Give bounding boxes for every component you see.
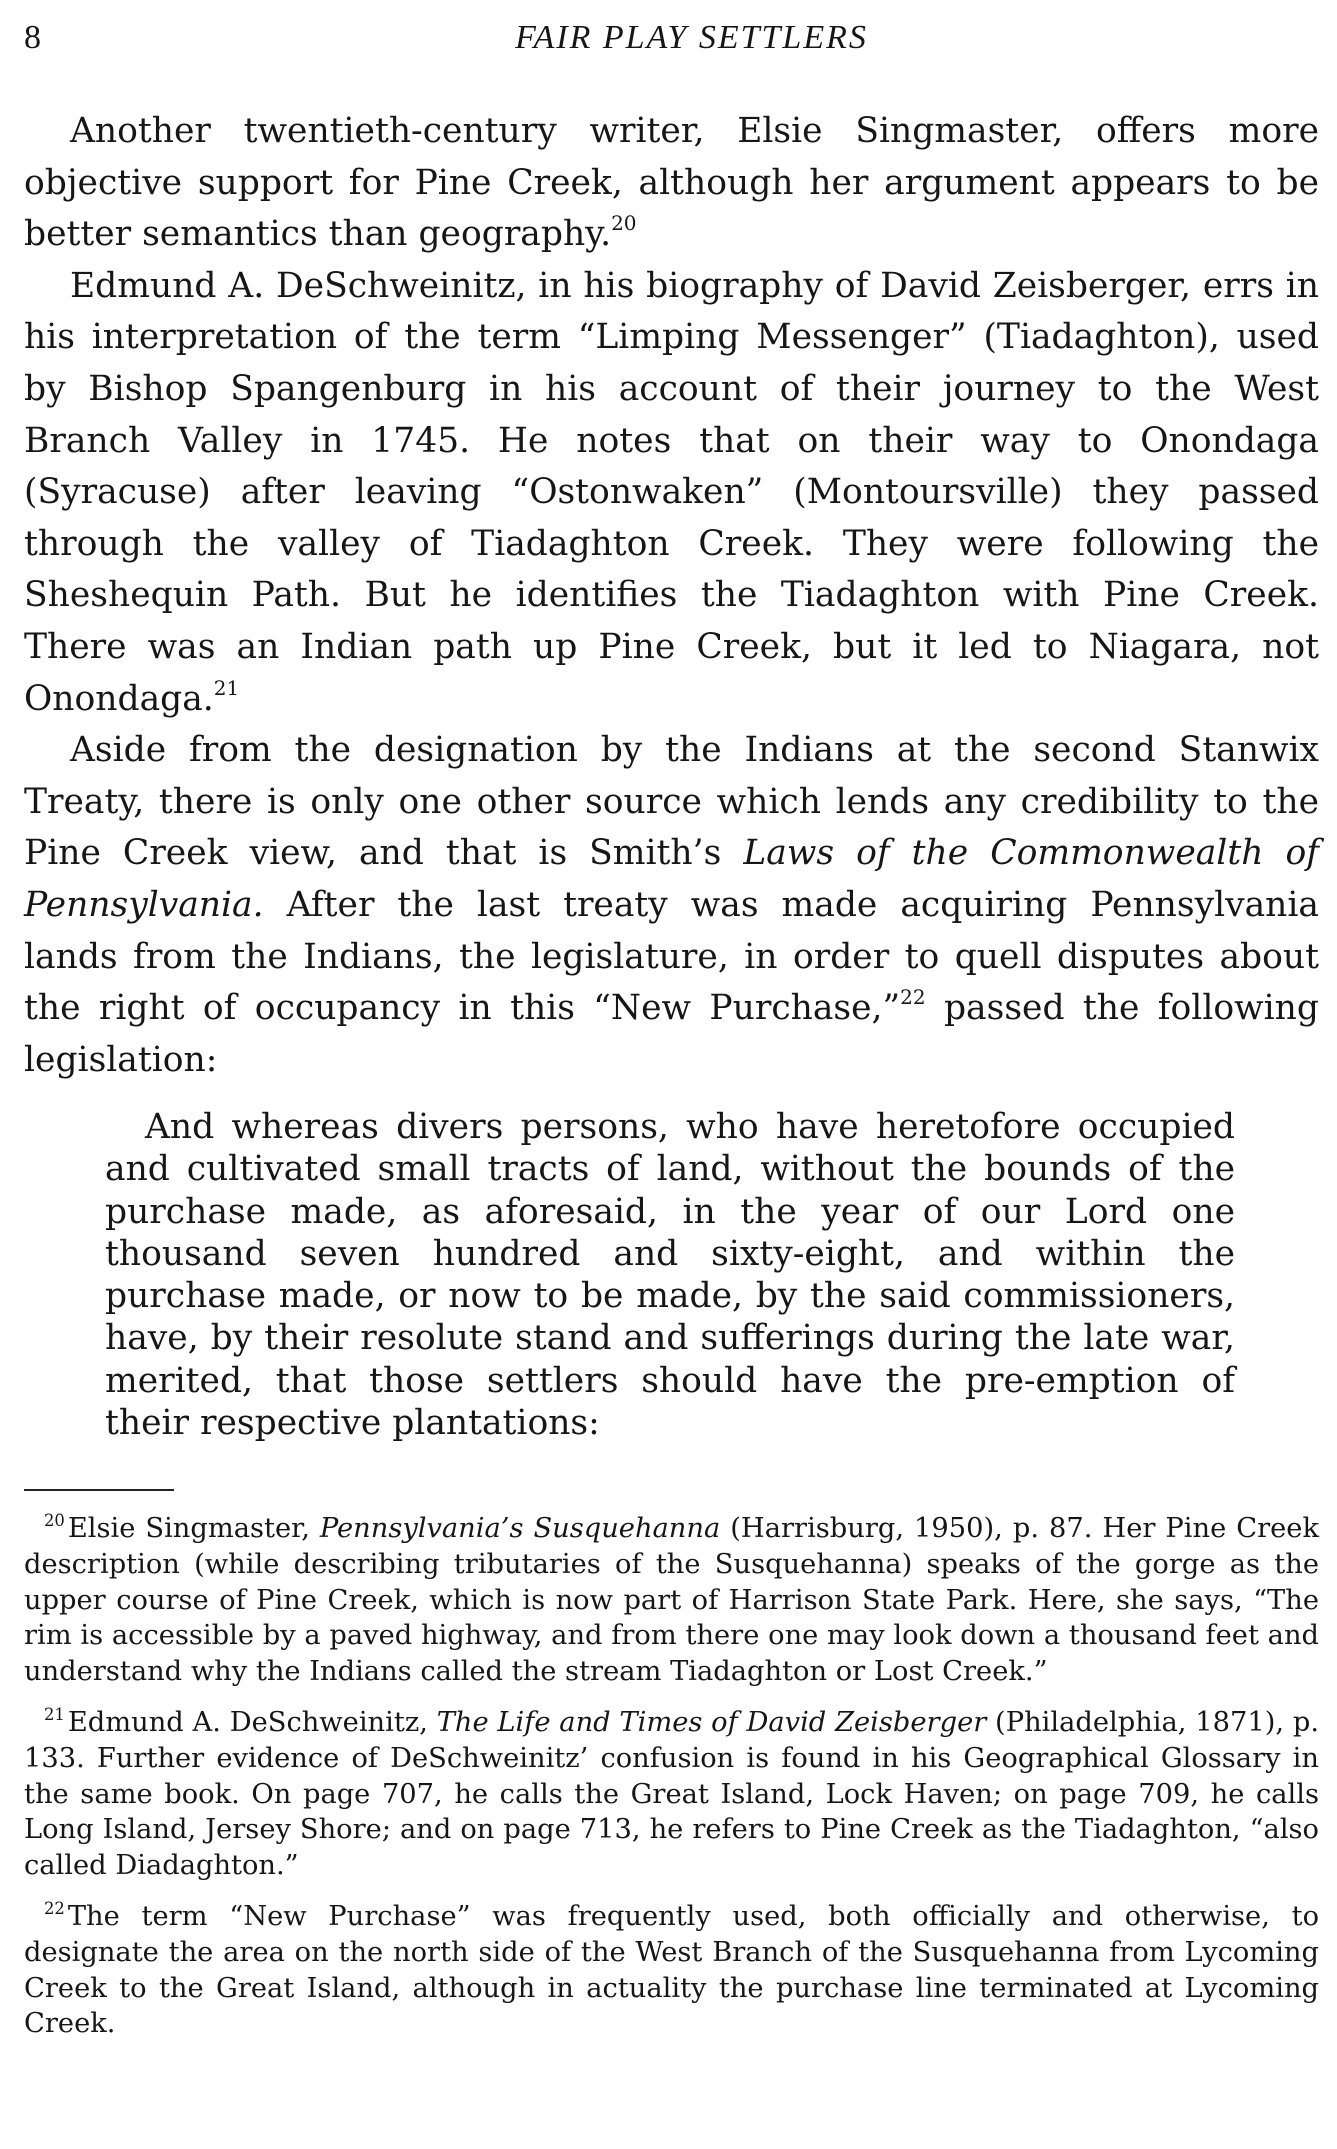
footnote-text: (Harrisburg, 1950), p. 87. Her Pine Creek description (while describing tributaries of the Susquehanna) speaks of the gorge as the upper course of Pine Creek, which is now part of Harrison State Park. Here, she says, “The rim is accessible by a paved highway, and from there one may look down a thousand feet and understand why the Indians called the stream Tiadaghton or Lost Creek.” [24, 1513, 1320, 1688]
body-text [24, 106, 1319, 1086]
quote-text: And whereas divers persons, who have heretofore occupied and cultivated small tracts of land, without the bounds of the purchase made, as aforesaid, in the year of our Lord one thousand seven hundred and sixty-eight, and within the purchase made, or now to be made, by the said commissioners, have, by their resolute stand and sufferings during the late war, merited, that those settlers should have the pre-emption of their respective plantations: [105, 1107, 1235, 1444]
footnote-text: The term “New Purchase” was frequently used, both officially and otherwise, to designate the area on the north side of the West Branch of the Susquehanna from Lycoming Creek to the Great Island, although in actuality the purchase line terminated at Lycoming Creek. [24, 1900, 1319, 2040]
footnote-21 [24, 1705, 1319, 1884]
block-quote [105, 1106, 1235, 1444]
paragraph-deschweinitz [24, 261, 1319, 725]
footnote-title-italic: Pennsylvania’s Susquehanna [319, 1513, 721, 1544]
footnote-text: Edmund A. DeSchweinitz, [67, 1706, 437, 1738]
paragraph-text: passed the following legislation: [24, 988, 1319, 1080]
paragraph-text: After the last treaty was made acquiring Pennsylvania lands from the Indians, the legislature, in order to quell disputes about the right of occupancy in this “New Purchase,” [24, 884, 1319, 1029]
footnote-ref-21: 21 [213, 675, 240, 700]
footnote-title-italic: The Life and Times of David Zeisberger [436, 1706, 987, 1738]
footnote-number: 20 [44, 1510, 65, 1530]
footnote-number: 21 [44, 1704, 65, 1724]
footnote-22 [24, 1899, 1319, 2042]
paragraph-singmaster [24, 106, 1319, 261]
footnote-ref-22: 22 [900, 985, 926, 1010]
footnote-ref-20: 20 [611, 211, 637, 236]
footnote-text: (Philadelphia, 1871), p. 133. Further evidence of DeSchweinitz’ confusion is found in his Geographical Glossary in the same book. On page 707, he calls the Great Island, Lock Haven; on page 709, he calls Long Island, Jersey Shore; and on page 713, he refers to Pine Creek as the Tiadaghton, “also called Diadaghton.” [24, 1706, 1319, 1882]
running-head [24, 12, 1319, 64]
paragraph-text: Edmund A. DeSchweinitz, in his biography of David Zeisberger, errs in his interpretation of the term “Limping Messenger” (Tiadaghton), used by Bishop Spangenburg in his account of their journey to the West Branch Valley in 1745. He notes that on their way to Onondaga (Syracuse) after leaving “Ostonwaken” (Montoursville) they passed through the valley of Tiadaghton Creek. They were following the Sheshequin Path. But he identifies the Tiadaghton with Pine Creek. There was an Indian path up Pine Creek, but it led to Niagara, not Onondaga. [24, 265, 1319, 719]
running-title: FAIR PLAY SETTLERS [515, 19, 868, 56]
footnotes [24, 1511, 1319, 2057]
footnote-divider [24, 1489, 174, 1491]
paragraph-text: Aside from the designation by the Indians at the second Stanwix Treaty, there is only one other source which lends any credibility to the Pine Creek view, and that is Smith’s [24, 730, 1319, 874]
page-number: 8 [24, 19, 41, 56]
footnote-20 [24, 1511, 1319, 1690]
footnote-number: 22 [44, 1898, 65, 1918]
book-title-italic: Laws of the Commonwealth of Pennsylvania. [24, 833, 1320, 925]
paragraph-smiths-laws [24, 725, 1319, 1086]
paragraph-text: Another twentieth-century writer, Elsie Singmaster, offers more objective support for Pine Creek, although her argument appears to be better semantics than geography. [24, 111, 1319, 255]
footnote-text: Elsie Singmaster, [67, 1513, 320, 1544]
